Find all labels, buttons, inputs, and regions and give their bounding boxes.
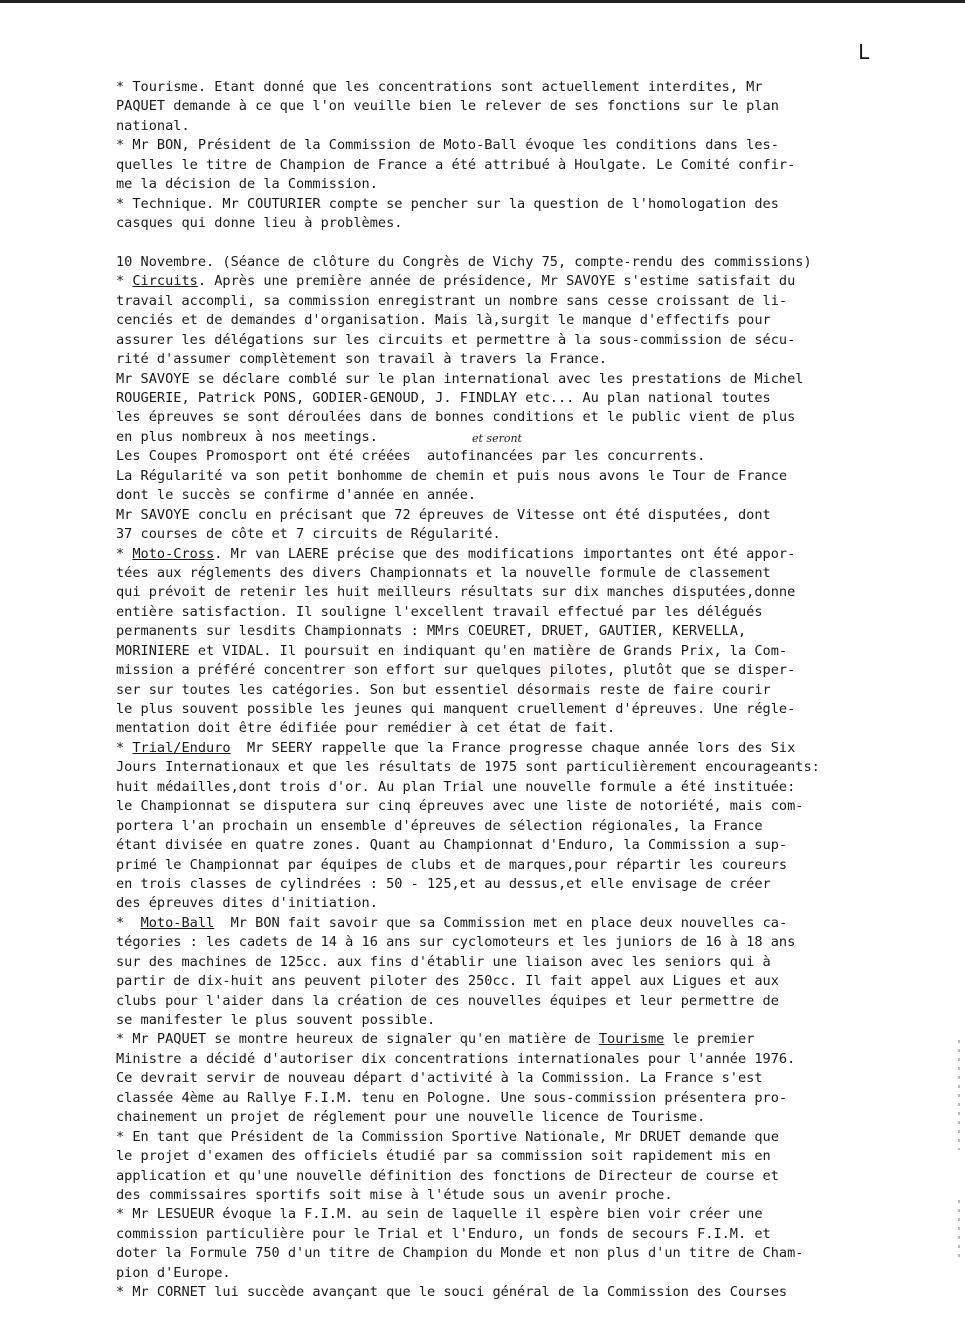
line-text: le premier [664,1031,755,1048]
text-line [116,486,916,505]
text-line [116,1108,916,1127]
line-text: * Tourisme. Etant donné que les concentrations sont actuellement interdites, Mr [116,79,763,95]
text-line [116,525,916,544]
line-text: Les Coupes Promosport ont été créées autofinancées par les concurrents. [116,448,706,465]
text-line [116,933,916,952]
line-text: * Mr CORNET lui succède avançant que le souci général de la Commission des Courses [116,1284,788,1301]
line-text: travail accompli, sa commission enregistrant un nombre sans cesse croissant de li- [116,292,788,309]
line-text: portera l'an prochain un ensemble d'épreuves de sélection régionales, la France [116,817,763,834]
line-text: Ce devrait servir de nouveau départ d'activité à la Commission. La France s'est [116,1070,763,1087]
text-line [116,953,916,972]
edge-binding-marks [958,1040,960,1150]
text-line [116,1050,916,1069]
line-text: étant divisée en quatre zones. Quant au Championnat d'Enduro, la Commission a sup- [116,837,788,854]
text-line [116,331,916,350]
line-text: rité d'assumer complètement son travail à travers la France. [116,351,608,368]
line-text: chainement un projet de réglement pour une nouvelle licence de Tourisme. [116,1109,706,1126]
text-line [116,156,916,175]
line-text: ROUGERIE, Patrick PONS, GODIER-GENOUD, J. FINDLAY etc... Au plan national toutes [116,390,771,406]
line-text: * [116,273,133,290]
line-text: assurer les délégations sur les circuits et permettre à la sous-commission de sécu- [116,331,796,348]
line-text: les épreuves se sont déroulées dans de bonnes conditions et le public vient de plus [116,409,796,426]
text-line [116,1128,916,1147]
line-text: classée 4ème au Rallye F.I.M. tenu en Pologne. Une sous-commission présentera pro- [116,1089,788,1106]
line-text: . Mr van LAERE précise que des modifications importantes ont été appor- [214,545,796,562]
text-line [116,506,916,525]
line-text: des commissaires sportifs soit mise à l'étude sous un avenir proche. [116,1186,673,1203]
text-line [116,894,916,913]
line-text: tées aux réglements des divers Championnats et la nouvelle formule de classement [116,564,771,581]
line-text: * Technique. Mr COUTURIER compte se pencher sur la question de l'homologation des [116,195,779,212]
line-text: des épreuves dites d'initiation. [116,895,378,912]
line-text: se manifester le plus souvent possible. [116,1012,436,1028]
line-text: me la décision de la Commission. [116,176,378,193]
text-line [116,1186,916,1205]
text-line [116,758,916,777]
text-line [116,778,916,797]
line-text: clubs pour l'aider dans la création de ces nouvelles équipes et leur permettre de [116,992,779,1009]
line-text: national. [116,117,190,134]
text-line [116,447,916,466]
text-line [116,1205,916,1224]
text-line [116,603,916,622]
line-text: * [116,914,141,931]
line-text: casques qui donne lieu à problèmes. [116,215,403,232]
line-text: ser sur toutes les catégories. Son but essentiel désormais reste de faire courir [116,681,771,698]
text-line [116,583,916,602]
text-line [116,1011,916,1030]
line-text: quelles le titre de Champion de France a été attribué à Houlgate. Le Comité confir- [116,156,796,173]
text-line [116,370,916,389]
text-line [116,564,916,583]
line-text: * [116,739,133,756]
line-text: 10 Novembre. (Séance de clôture du Congrès de Vichy 75, compte-rendu des commissions) [116,253,812,270]
top-border-rule [0,0,965,3]
text-line [116,661,916,680]
line-text: cenciés et de demandes d'organisation. Mais là,surgit le manque d'effectifs pour [116,312,771,329]
document-body [116,78,916,1303]
text-line [116,1069,916,1088]
text-line [116,214,916,233]
text-line [116,350,916,369]
section-heading: Moto-Ball [140,914,215,931]
line-text: Ministre a décidé d'autoriser dix concentrations internationales pour l'année 1976. [116,1050,796,1067]
line-text: primé le Championnat par équipes de clubs et de marques,pour répartir les coureurs [116,856,788,873]
text-line [116,836,916,855]
line-text: . Après une première année de présidence, Mr SAVOYE s'estime satisfait du [197,273,796,290]
line-text: en plus nombreux à nos meetings. [116,428,378,445]
page-number-mark: L [858,40,871,64]
text-line [116,408,916,427]
section-heading: Tourisme [598,1031,665,1048]
text-line [116,78,916,97]
line-text: permanents sur lesdits Championnats : MMrs COEURET, DRUET, GAUTIER, KERVELLA, [116,623,747,640]
section-heading: Moto-Cross [132,545,215,562]
line-text: huit médailles,dont trois d'or. Au plan Trial une nouvelle formule a été instituée: [116,778,796,795]
line-text: le projet d'examen des officiels étudié par sa commission soit rapidement mis en [116,1148,771,1165]
line-text: le plus souvent possible les jeunes qui manquent cruellement d'épreuves. Une régle- [116,701,796,717]
text-line [116,1167,916,1186]
text-line [116,1225,916,1244]
line-text: La Régularité va son petit bonhomme de chemin et puis nous avons le Tour de France [116,467,788,484]
line-text: Mr SAVOYE se déclare comblé sur le plan international avec les prestations de Michel [116,370,804,387]
line-text: Mr BON fait savoir que sa Commission met en place deux nouvelles ca- [214,914,788,931]
text-line [116,817,916,836]
text-line [116,856,916,875]
line-text: sur des machines de 125cc. aux fins d'établir une liaison avec les seniors qui à [116,953,771,970]
text-line [116,1147,916,1166]
text-line [116,797,916,816]
line-text: Mr SEERY rappelle que la France progresse chaque année lors des Six [230,739,796,756]
text-line [116,739,916,758]
line-text: * En tant que Président de la Commission Sportive Nationale, Mr DRUET demande que [116,1128,779,1145]
line-text: partir de dix-huit ans peuvent piloter des 250cc. Il fait appel aux Ligues et aux [116,973,779,990]
line-text: pion d'Europe. [116,1264,231,1281]
line-text: mission a préféré concentrer son effort sur quelques pilotes, plutôt que se disper- [116,662,796,679]
text-line [116,992,916,1011]
text-line [116,292,916,311]
text-line [116,253,916,272]
text-line [116,700,916,719]
text-line [116,136,916,155]
text-line [116,622,916,641]
edge-binding-marks [958,1200,960,1260]
text-line [116,117,916,136]
line-text: doter la Formule 750 d'un titre de Champion du Monde et non plus d'un titre de Cham- [116,1245,804,1262]
line-text: * Mr BON, Président de la Commission de Moto-Ball évoque les conditions dans les- [116,137,779,154]
line-text: dont le succès se confirme d'année en année. [116,487,477,504]
line-text: tégories : les cadets de 14 à 16 ans sur cyclomoteurs et les juniors de 16 à 18 ans [116,934,796,951]
line-text: Jours Internationaux et que les résultats de 1975 sont particulièrement encourageants: [116,759,820,776]
line-text: en trois classes de cylindrées : 50 - 125,et au dessus,et elle envisage de créer [116,875,771,892]
text-line [116,1283,916,1302]
line-text: commission particulière pour le Trial et l'Enduro, un fonds de secours F.I.M. et [116,1225,771,1242]
line-text: * [116,545,133,562]
text-line [116,311,916,330]
text-line [116,234,916,253]
line-text: mentation doit être édifiée pour remédier à cet état de fait. [116,720,616,737]
text-line [116,719,916,738]
line-text: Mr SAVOYE conclu en précisant que 72 épreuves de Vitesse ont été disputées, dont [116,506,771,523]
section-heading: Trial/Enduro [132,739,231,756]
text-line [116,389,916,408]
text-line [116,175,916,194]
text-line [116,875,916,894]
text-line [116,1264,916,1283]
text-line [116,467,916,486]
text-line [116,1244,916,1263]
text-line [116,642,916,661]
text-line [116,1089,916,1108]
text-line [116,195,916,214]
text-line [116,914,916,933]
text-line [116,681,916,700]
line-text: MORINIERE et VIDAL. Il poursuit en indiquant qu'en matière de Grands Prix, la Com- [116,642,788,659]
line-text: le Championnat se disputera sur cinq épreuves avec une liste de notoriété, mais com- [116,798,804,815]
text-line [116,545,916,564]
line-text: application et qu'une nouvelle définition des fonctions de Directeur de course et [116,1167,779,1184]
text-line [116,272,916,291]
text-line [116,97,916,116]
line-text: 37 courses de côte et 7 circuits de Régularité. [116,526,501,543]
line-text: entière satisfaction. Il souligne l'excellent travail effectué par les délégués [116,603,763,620]
line-text: * Mr LESUEUR évoque la F.I.M. au sein de laquelle il espère bien voir créer une [116,1206,763,1223]
section-heading: Circuits [132,273,198,290]
handwritten-annotation: et seront [472,432,522,445]
text-line [116,972,916,991]
line-text: qui prévoit de retenir les huit meilleurs résultats sur dix manches disputées,donne [116,584,796,601]
line-text: PAQUET demande à ce que l'on veuille bien le relever de ses fonctions sur le plan [116,98,779,115]
text-line [116,1030,916,1049]
line-text: * Mr PAQUET se montre heureux de signaler qu'en matière de [116,1031,599,1048]
